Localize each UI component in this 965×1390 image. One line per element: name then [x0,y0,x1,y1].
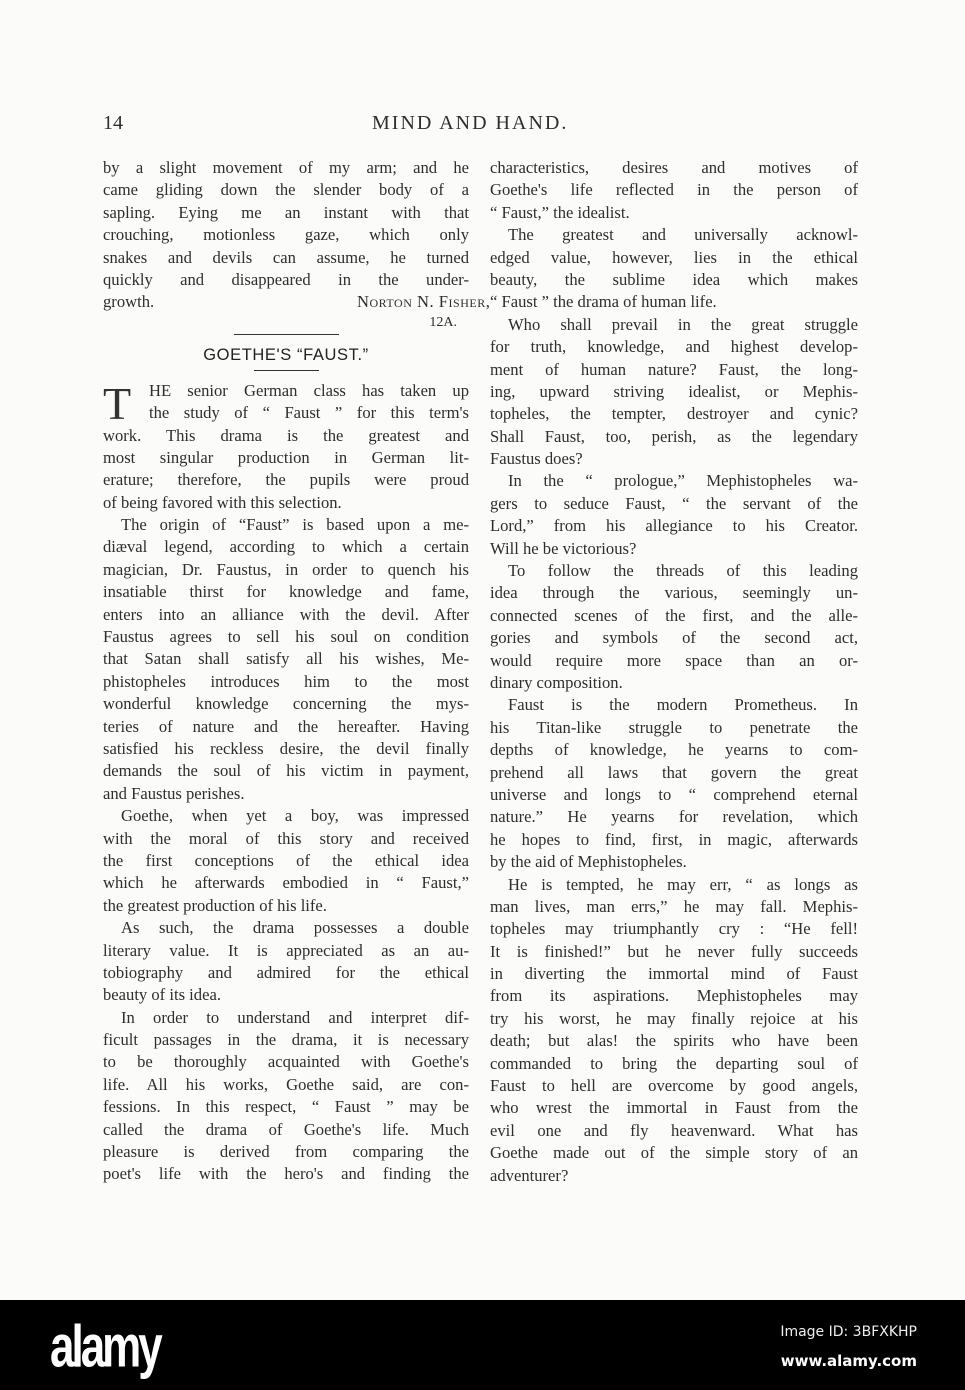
paragraph [490,874,858,1187]
text-line: depths of knowledge, he yearns to com- [490,740,858,760]
left-column [103,157,491,1186]
paragraph [490,314,858,471]
paragraph [490,470,858,560]
text-line: Goethe's life reflected in the person of [490,180,858,200]
paragraph [103,917,469,1007]
text-line: edged value, however, lies in the ethical [490,247,858,267]
text-line: To follow the threads of this leading [508,561,858,581]
text-line: adventurer? [490,1165,569,1185]
running-head: MIND AND HAND. [372,112,569,134]
text-line: try his worst, he may finally rejoice at his [490,1008,858,1028]
text-line: He is tempted, he may err, “ as longs as [508,874,858,894]
text-line: came gliding down the slender body of a [103,180,469,200]
right-paragraphs [490,224,858,1187]
text-line: his Titan-like struggle to penetrate the [490,717,858,737]
left-paragraphs [103,514,469,1186]
text-line: the greatest production of his life. [103,895,327,915]
text-line: pleasure is derived from comparing the [103,1142,469,1162]
image-id: Image ID: 3BFXKHP [780,1324,917,1340]
text-line: magician, Dr. Faustus, in order to quench his [103,559,469,579]
text-line: death; but alas! the spirits who have been [490,1031,858,1051]
text-line: wonderful knowledge concerning the mys- [103,694,469,714]
text-line: gers to seduce Faust, “ the servant of the [490,493,858,513]
text-line: of being favored with this selection. [103,492,342,512]
text-line: fessions. In this respect, “ Faust ” may be [103,1097,469,1117]
text-line: that Satan shall satisfy all his wishes, Me- [103,649,469,669]
text-line: diæval legend, according to which a certain [103,537,469,557]
text-line: Faust is the modern Prometheus. In [508,695,858,715]
text-line: quickly and disappeared in the under- [103,269,469,289]
text-line: dinary composition. [490,672,623,692]
text-line: The greatest and universally acknowl- [508,225,858,245]
text-line: Will he be victorious? [490,538,637,558]
text-line: commanded to bring the departing soul of [490,1053,858,1073]
text-line: enters into an alliance with the devil. After [103,604,469,624]
text-line: the study of “ Faust ” for this term's [149,403,469,423]
text-line: “ Faust,” the idealist. [490,202,630,222]
text-line: life. All his works, Goethe said, are con- [103,1074,469,1094]
text-line: ment of human nature? Faust, the long- [490,359,858,379]
text-line: topheles may triumphantly cry : “He fell! [490,919,858,939]
text-line: satisfied his reckless desire, the devil finally [103,738,469,758]
text-line: characteristics, desires and motives of [490,158,858,177]
text-line: sapling. Eying me an instant with that [103,202,469,222]
text-line: phistopheles introduces him to the most [103,671,469,691]
text-line: beauty of its idea. [103,985,221,1005]
text-line: most singular production in German lit- [103,447,469,467]
text-line: to be thoroughly acquainted with Goethe's [103,1052,469,1072]
article-title: GOETHE'S “FAUST.” [203,345,369,364]
text-line: work. This drama is the greatest and [103,425,469,445]
text-line: In order to understand and interpret dif- [121,1007,469,1027]
text-line: erature; therefore, the pupils were proud [103,470,469,490]
author-class: 12A. [429,314,457,330]
text-line: literary value. It is appreciated as an au- [103,940,469,960]
text-line: Faust to hell are overcome by good angels, [490,1076,858,1096]
first-paragraph [103,377,469,514]
text-line: and Faustus perishes. [103,783,245,803]
text-line: insatiable thirst for knowledge and fame, [103,582,469,602]
text-line: topheles, the tempter, destroyer and cynic? [490,404,858,424]
paragraph [490,224,858,314]
text-line: who wrest the immortal in Faust from the [490,1098,858,1118]
text-line: evil one and fly heavenward. What has [490,1120,858,1140]
page-number: 14 [103,112,123,134]
text-line: man lives, man errs,” he may fall. Mephis- [490,896,858,916]
intro-last-line: growth. [103,292,155,312]
paragraph [103,514,469,805]
divider-rule [234,334,339,335]
text-line: Faustus does? [490,449,583,469]
text-line: by the aid of Mephistopheles. [490,852,687,872]
text-line: As such, the drama possesses a double [121,918,469,938]
text-line: gories and symbols of the second act, [490,628,858,648]
text-line: snakes and devils can assume, he turned [103,247,469,267]
paragraph [103,805,469,917]
text-line: nature.” He yearns for revelation, which [490,807,858,827]
text-line: teries of nature and the hereafter. Having [103,716,469,736]
paragraph [490,560,858,694]
text-line: Who shall prevail in the great struggle [508,314,858,334]
divider-rule [254,370,319,371]
text-line: ing, upward striving idealist, or Mephis- [490,381,858,401]
site-url: www.alamy.com [780,1352,917,1370]
continuation-paragraph [490,157,858,224]
text-line: Shall Faust, too, perish, as the legendary [490,426,858,446]
text-line: demands the soul of his victim in payment, [103,761,469,781]
text-line: crouching, motionless gaze, which only [103,225,469,245]
text-line: poet's life with the hero's and finding the [103,1164,469,1184]
text-line: “ Faust ” the drama of human life. [490,292,717,312]
text-line: In the “ prologue,” Mephistopheles wa- [508,471,858,491]
text-line: which he afterwards embodied in “ Faust,” [103,873,469,893]
text-line: beauty, the sublime idea which makes [490,269,858,289]
text-line: Lord,” from his allegiance to his Creator. [490,516,858,536]
text-line: from its aspirations. Mephistopheles may [490,986,858,1006]
text-line: in diverting the immortal mind of Faust [490,964,858,984]
paragraph [103,1007,469,1186]
text-line: with the moral of this story and received [103,828,469,848]
paragraph [490,694,858,873]
text-line: Faustus agrees to sell his soul on condition [103,627,469,647]
text-line: tobiography and admired for the ethical [103,962,469,982]
right-column [490,157,858,1187]
watermark-bar [0,1300,965,1390]
text-line: he hopes to find, first, in magic, afterwards [490,829,858,849]
drop-cap: T [103,377,132,429]
text-line: connected scenes of the first, and the alle- [490,605,858,625]
text-line: called the drama of Goethe's life. Much [103,1119,469,1139]
text-line: Goethe, when yet a boy, was impressed [121,806,469,826]
text-line: Goethe made out of the simple story of an [490,1143,858,1163]
signature-line [103,291,491,313]
text-line: the first conceptions of the ethical idea [103,850,469,870]
intro-paragraph [103,157,469,291]
text-line: universe and longs to “ comprehend eternal [490,784,858,804]
text-line: for truth, knowledge, and highest develop- [490,337,858,357]
text-line: would require more space than an or- [490,650,858,670]
text-line: ficult passages in the drama, it is necessary [103,1030,469,1050]
text-line: HE senior German class has taken up [149,380,469,400]
text-line: by a slight movement of my arm; and he [103,158,469,177]
text-line: idea through the various, seemingly un- [490,583,858,603]
text-line: The origin of “Faust” is based upon a me- [121,515,469,535]
alamy-logo: alamy [50,1314,160,1381]
text-line: prehend all laws that govern the great [490,762,858,782]
text-line: It is finished!” but he never fully succeeds [490,941,858,961]
author-signature: Norton N. Fisher, [357,292,491,312]
